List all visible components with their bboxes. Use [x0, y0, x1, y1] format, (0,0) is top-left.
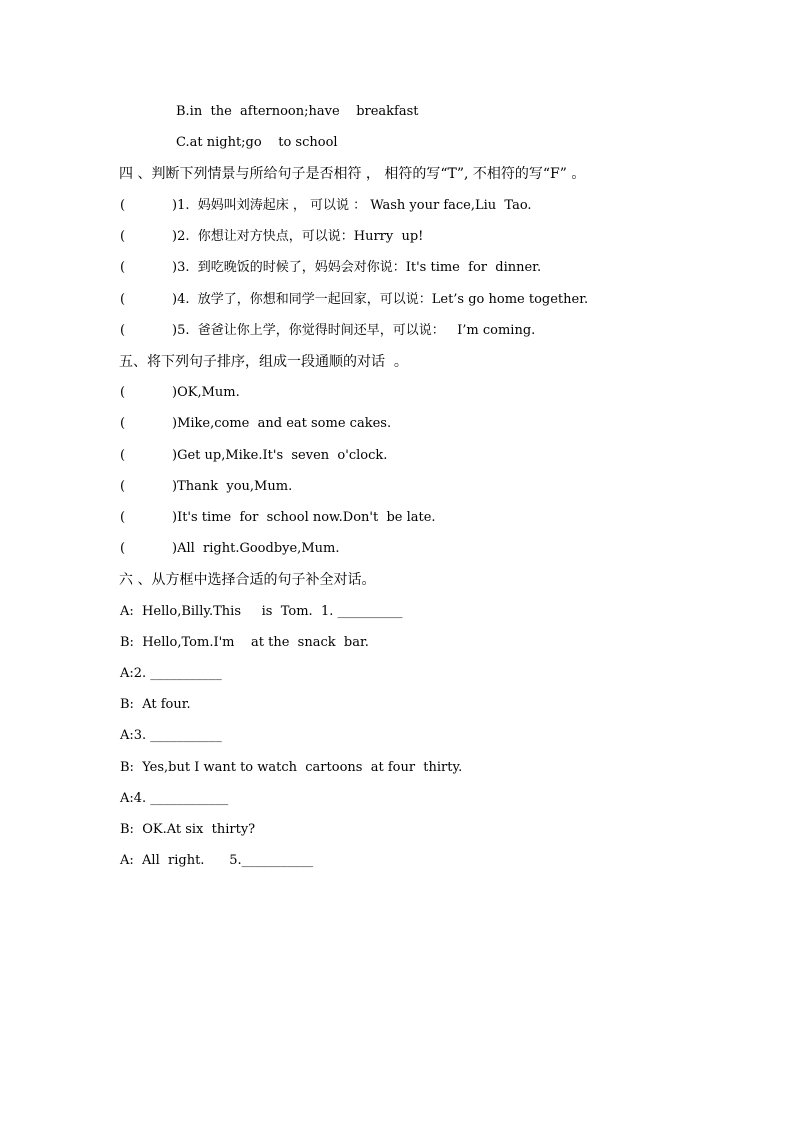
dialogue-line: B: Yes,but I want to watch cartoons at four thirty.	[120, 760, 463, 775]
answer-paren: (	[120, 323, 126, 338]
order-item: )Thank you,Mum.	[172, 479, 293, 494]
judge-item-1: )1. 妈妈叫刘涛起床 ， 可以说 ： Wash your face,Liu Tao.	[172, 198, 532, 213]
answer-paren: (	[120, 229, 126, 244]
dialogue-line: A:2. ___________	[120, 666, 222, 681]
order-item: )All right.Goodbye,Mum.	[172, 541, 340, 556]
dialogue-line: A:3. ___________	[120, 728, 222, 743]
order-item: )OK,Mum.	[172, 385, 240, 400]
dialogue-line: A:4. ____________	[120, 791, 229, 806]
option-c: C.at night;go to school	[176, 135, 338, 150]
answer-paren: (	[120, 448, 126, 463]
dialogue-line: B: Hello,Tom.I'm at the snack bar.	[120, 635, 369, 650]
order-item: )It's time for school now.Don't be late.	[172, 510, 436, 525]
option-b: B.in the afternoon;have breakfast	[176, 104, 419, 119]
answer-paren: (	[120, 541, 126, 556]
answer-paren: (	[120, 198, 126, 213]
answer-paren: (	[120, 260, 126, 275]
judge-item-5: )5. 爸爸让你上学，你觉得时间还早，可以说： I’m coming.	[172, 323, 536, 338]
order-item: )Mike,come and eat some cakes.	[172, 416, 392, 431]
dialogue-line: B: OK.At six thirty?	[120, 822, 256, 837]
judge-item-3: )3. 到吃晚饭的时候了，妈妈会对你说：It's time for dinner.	[172, 260, 542, 275]
dialogue-line: A: All right. 5.___________	[120, 853, 314, 868]
section5-heading: 五、将下列句子排序，组成一段通顺的对话 。	[119, 354, 408, 370]
dialogue-line: A: Hello,Billy.This is Tom. 1. __________	[120, 604, 403, 619]
order-item: )Get up,Mike.It's seven o'clock.	[172, 448, 388, 463]
dialogue-line: B: At four.	[120, 697, 191, 712]
section4-heading: 四 、判断下列情景与所给句子是否相符 ， 相符的写“T”, 不相符的写“F” 。	[119, 166, 586, 182]
section6-heading: 六 、从方框中选择合适的句子补全对话。	[119, 572, 376, 588]
answer-paren: (	[120, 385, 126, 400]
answer-paren: (	[120, 510, 126, 525]
judge-item-4: )4. 放学了，你想和同学一起回家，可以说：Let’s go home together.	[172, 292, 589, 307]
answer-paren: (	[120, 416, 126, 431]
answer-paren: (	[120, 479, 126, 494]
answer-paren: (	[120, 292, 126, 307]
judge-item-2: )2. 你想让对方快点，可以说：Hurry up!	[172, 229, 424, 244]
